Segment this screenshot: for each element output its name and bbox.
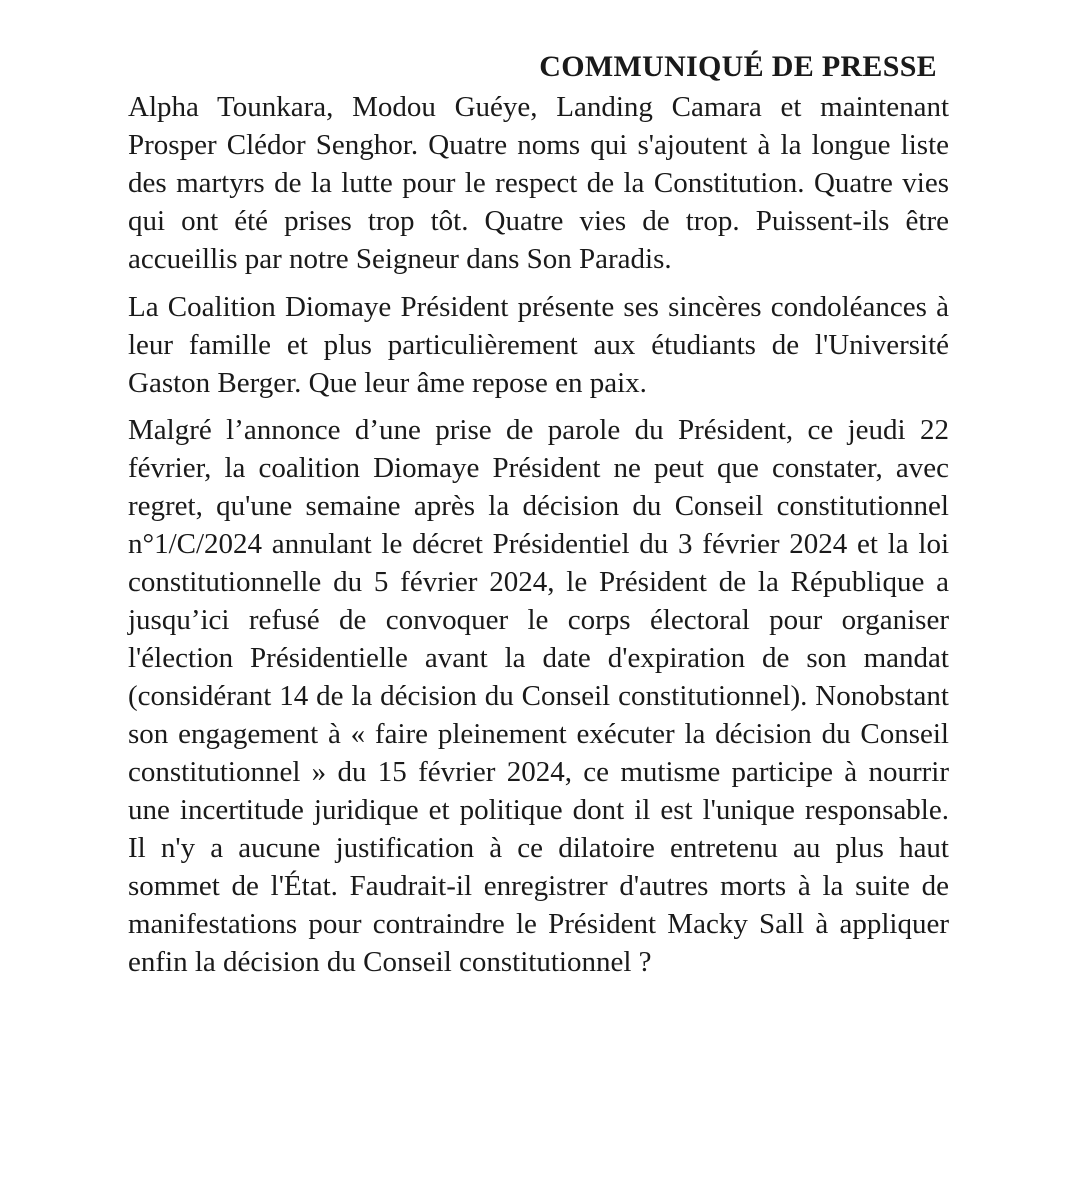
document-title: COMMUNIQUÉ DE PRESSE bbox=[539, 50, 937, 83]
press-release-document bbox=[128, 0, 949, 981]
paragraph-martyrs: Alpha Tounkara, Modou Guéye, Landing Camara et maintenant Prosper Clédor Senghor. Quatre noms qui s'ajoutent à la longue liste des martyrs de la lutte pour le respect de la Constitution. Quatre vies qui ont été prises trop tôt. Quatre vies de trop. Puissent-ils être accueillis par notre Seigneur dans Son Paradis. bbox=[128, 91, 949, 275]
paragraph-statement: Malgré l’annonce d’une prise de parole du Président, ce jeudi 22 février, la coalition Diomaye Président ne peut que constater, avec regret, qu'une semaine après la décision du Conseil constitutionnel n°1/C/2024 annulant le décret Présidentiel du 3 février 2024 et la loi constitutionnelle du 5 février 2024, le Président de la République a jusqu’ici refusé de convoquer le corps électoral pour organiser l'élection Présidentielle avant la date d'expiration de son mandat (considérant 14 de la décision du Conseil constitutionnel). Nonobstant son engagement à « faire pleinement exécuter la décision du Conseil constitutionnel » du 15 février 2024, ce mutisme participe à nourrir une incertitude juridique et politique dont il est l'unique responsable. Il n'y a aucune justification à ce dilatoire entretenu au plus haut sommet de l'État. Faudrait-il enregistrer d'autres morts à la suite de manifestations pour contraindre le Président Macky Sall à appliquer enfin la décision du Conseil constitutionnel ? bbox=[128, 414, 949, 978]
paragraph-condolences: La Coalition Diomaye Président présente ses sincères condoléances à leur famille et plus particulièrement aux étudiants de l'Université Gaston Berger. Que leur âme repose en paix. bbox=[128, 291, 949, 399]
